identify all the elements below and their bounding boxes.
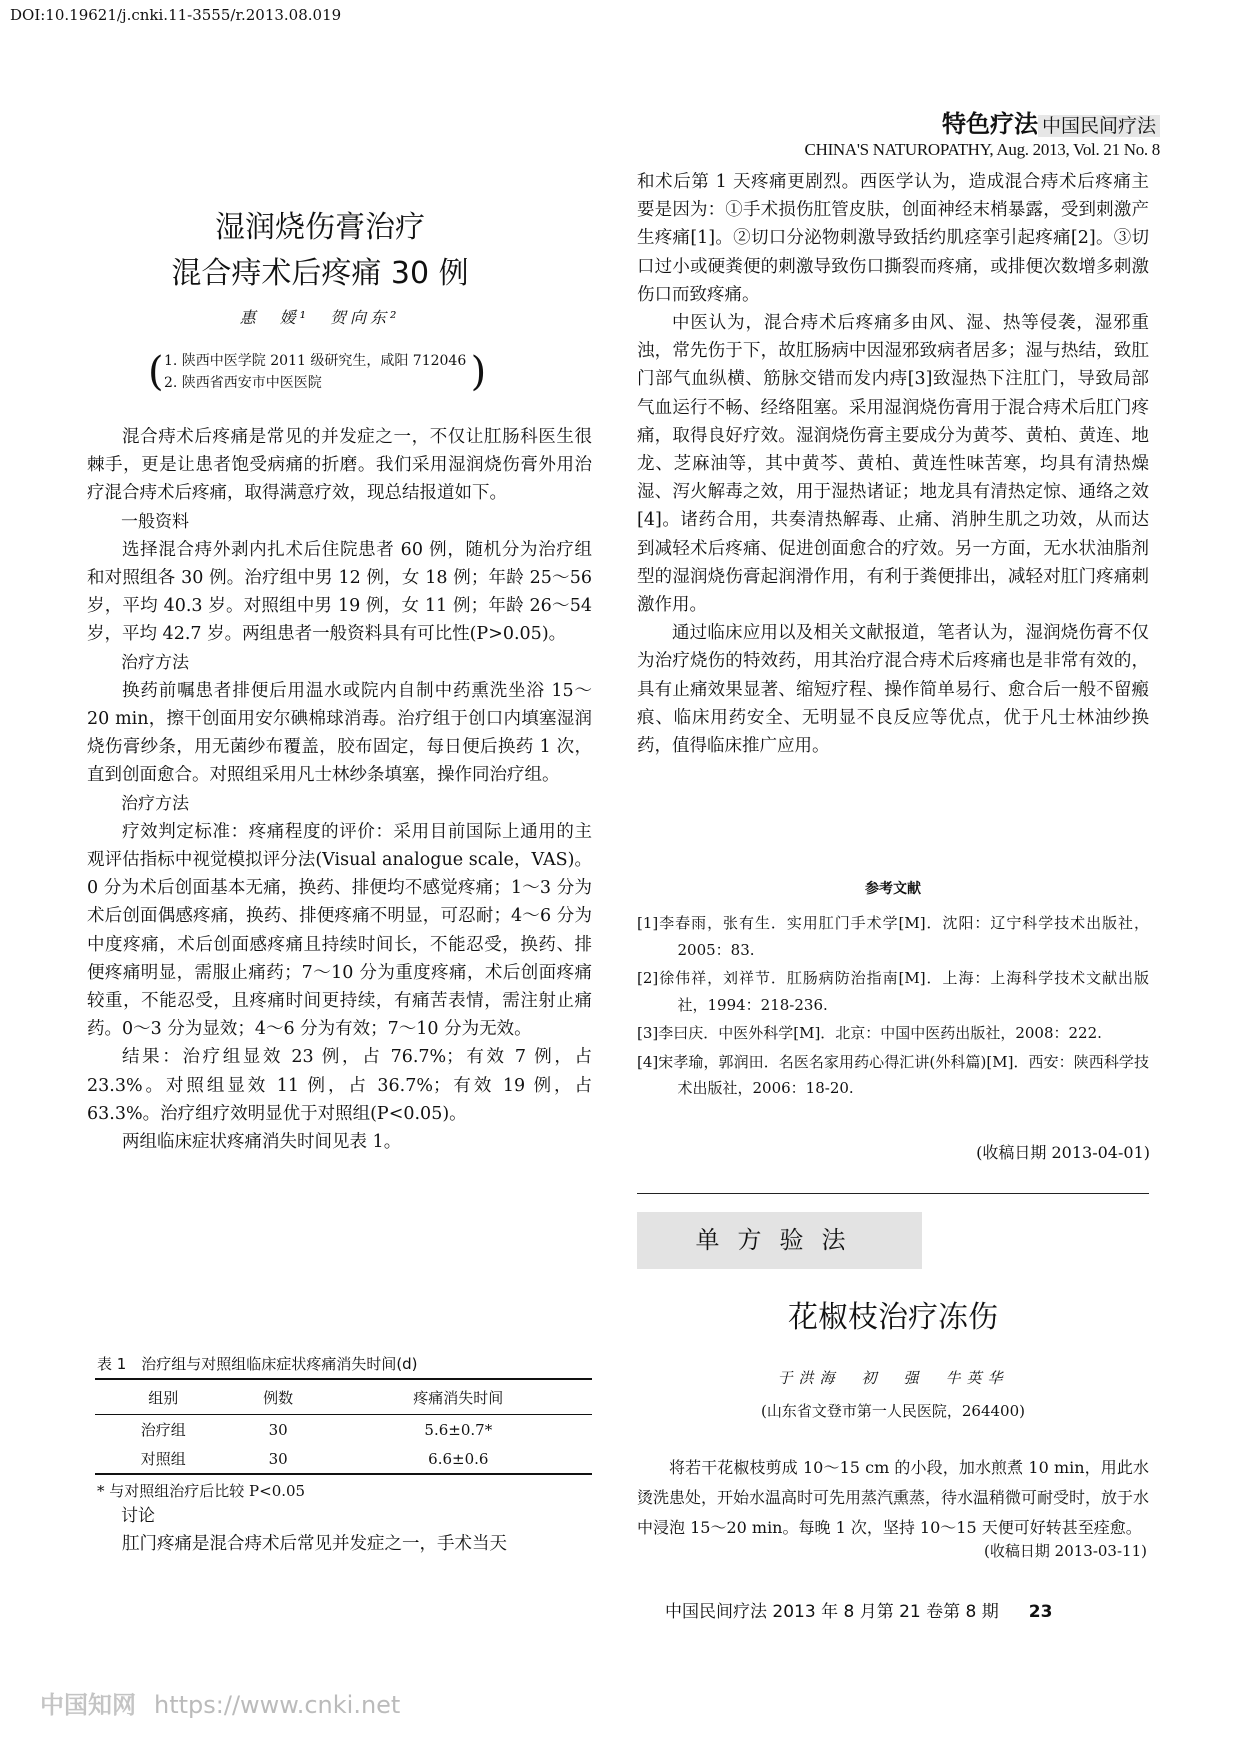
reference-item: [1]李春雨，张有生．实用肛门手术学[M]．沈阳：辽宁科学技术出版社，2005：83. <box>637 914 1149 959</box>
column-header <box>942 104 1160 139</box>
journal-line: CHINA'S NATUROPATHY, Aug. 2013, Vol. 21 No. 8 <box>804 140 1160 159</box>
article2-body <box>637 1453 1149 1543</box>
authors: 惠 媛¹ 贺向东² <box>239 308 401 327</box>
brace-right: ) <box>470 349 487 395</box>
intro-paragraph: 混合痔术后疼痛是常见的并发症之一，不仅让肛肠科医生很棘手，更是让患者饱受病痛的折磨。我们采用湿润烧伤膏外用治疗混合痔术后疼痛，取得满意疗效，现总结报道如下。 <box>87 427 592 504</box>
reference-item: [2]徐伟祥，刘祥节．肛肠病防治指南[M]．上海：上海科学技术文献出版社，1994：218-236. <box>637 969 1149 1014</box>
section-heading: 治疗方法 <box>121 652 189 673</box>
title-line-1: 湿润烧伤膏治疗 <box>215 210 425 245</box>
affiliation-1: 1. 陕西中医学院 2011 级研究生，咸阳 712046 <box>164 353 467 369</box>
table-cell: 30 <box>232 1444 325 1474</box>
table-row <box>95 1415 592 1445</box>
received-date: (收稿日期 2013-04-01) <box>976 1143 1150 1162</box>
body-paragraph: 两组临床症状疼痛消失时间见表 1。 <box>122 1132 402 1153</box>
table-header: 例数 <box>232 1379 325 1415</box>
affiliation-2: 2. 陕西省西安市中医医院 <box>164 375 322 391</box>
results-table <box>95 1378 592 1475</box>
body-paragraph: 选择混合痔外剥内扎术后住院患者 60 例，随机分为治疗组和对照组各 30 例。治疗组中男 12 例，女 18 例；年龄 25～56 岁，平均 40.3 岁。对照组中男 19 例，女 11 例；年龄 26～54 岁，平均 42.7 岁。两组患者一般资料具有可比性(P>0.05)。 <box>87 539 592 645</box>
reference-item: [3]李曰庆．中医外科学[M]．北京：中国中医药出版社，2008：222. <box>637 1024 1102 1042</box>
reference-item: [4]宋孝瑜，郭润田．名医名家用药心得汇讲(外科篇)[M]．西安：陕西科学技术出版社，2006：18-20. <box>637 1052 1149 1097</box>
references-heading: 参考文献 <box>865 881 921 897</box>
watermark <box>40 1685 400 1720</box>
page-number: 23 <box>1028 1602 1053 1622</box>
affiliations <box>148 349 487 395</box>
section-label-box: 单方验法 <box>637 1212 922 1269</box>
watermark-url: https://www.cnki.net <box>154 1691 401 1719</box>
table-cell: 治疗组 <box>140 1421 186 1439</box>
table-caption: 表 1 治疗组与对照组临床症状疼痛消失时间(d) <box>97 1355 418 1373</box>
body-paragraph: 换药前嘱患者排便后用温水或院内自制中药熏洗坐浴 15～20 min，擦干创面用安尔碘棉球消毒。治疗组于创口内填塞湿润烧伤膏纱条，用无菌纱布覆盖，胶布固定，每日便后换药 1 次，直到创面愈合。对照组采用凡士林纱条填塞，操作同治疗组。 <box>87 680 592 786</box>
article-title <box>130 205 510 297</box>
table-header: 疼痛消失时间 <box>325 1379 592 1415</box>
journal-tag: 中国民间疗法 <box>1038 115 1160 137</box>
references-list <box>637 910 1149 1104</box>
article2-authors: 于洪海 初 强 牛英华 <box>777 1369 1009 1387</box>
body-paragraph: 和术后第 1 天疼痛更剧烈。西医学认为，造成混合痔术后疼痛主要是因为：①手术损伤肛管皮肤，创面神经末梢暴露，受到刺激产生疼痛[1]。②切口分泌物刺激导致括约肌痉挛引起疼痛[2]。③切口过小或硬粪便的刺激导致伤口撕裂而疼痛，或排便次数增多刺激伤口而致疼痛。 <box>637 172 1149 305</box>
page-footer <box>665 1597 1052 1622</box>
column-label: 特色疗法 <box>941 110 1038 138</box>
table-header-row <box>95 1379 592 1415</box>
body-paragraph: 疗效判定标准：疼痛程度的评价：采用目前国际上通用的主观评估指标中视觉模拟评分法(Visual analogue scale，VAS)。0 分为术后创面基本无痛，换药、排便均不感觉疼痛；1～3 分为术后创面偶感疼痛，换药、排便疼痛不明显，可忍耐；4～6 分为中度疼痛，术后创面感疼痛且持续时间长，不能忍受，换药、排便疼痛明显，需服止痛药；7～10 分为重度疼痛，术后创面疼痛较重，不能忍受，且疼痛时间更持续，有痛苦表情，需注射止痛药。0～3 分为显效；4～6 分为有效；7～10 分为无效。 <box>87 821 592 1040</box>
discussion-paragraph: 肛门疼痛是混合痔术后常见并发症之一，手术当天 <box>122 1534 507 1555</box>
title-line-2: 混合痔术后疼痛 30 例 <box>171 256 469 291</box>
watermark-logo: 中国知网 <box>40 1691 136 1719</box>
body-paragraph: 中医认为，混合痔术后疼痛多由风、湿、热等侵袭，湿邪重浊，常先伤于下，故肛肠病中因湿邪致病者居多；湿与热结，致肛门部气血纵横、筋脉交错而发内痔[3]致湿热下注肛门，导致局部气血运行不畅、经络阻塞。采用湿润烧伤膏用于混合痔术后肛门疼痛，取得良好疗效。湿润烧伤膏主要成分为黄芩、黄柏、黄连、地龙、芝麻油等，其中黄芩、黄柏、黄连性味苦寒，均具有清热燥湿、泻火解毒之效，用于湿热诸证；地龙具有清热定惊、通络之效[4]。诸药合用，共奏清热解毒、止痛、消肿生肌之功效，从而达到减轻术后疼痛、促进创面愈合的疗效。另一方面，无水状油脂剂型的湿润烧伤膏起润滑作用，有利于粪便排出，减轻对肛门疼痛刺激作用。 <box>637 313 1149 616</box>
table-header: 组别 <box>95 1379 232 1415</box>
doi-line: DOI:10.19621/j.cnki.11-3555/r.2013.08.019 <box>10 6 342 24</box>
article2-title: 花椒枝治疗冻伤 <box>788 1300 998 1335</box>
footer-journal: 中国民间疗法 2013 年 8 月第 21 卷第 8 期 <box>665 1602 999 1622</box>
section-divider <box>637 1193 1149 1194</box>
discussion-start <box>87 1502 592 1558</box>
article2-affiliation: (山东省文登市第一人民医院，264400) <box>761 1402 1025 1420</box>
brace-left: ( <box>148 349 164 395</box>
table-row <box>95 1444 592 1474</box>
table-cell: 5.6±0.7* <box>424 1420 493 1439</box>
section-heading: 治疗方法 <box>121 793 189 814</box>
table-cell: 6.6±0.6 <box>325 1444 592 1474</box>
body-paragraph: 结果：治疗组显效 23 例，占 76.7%；有效 7 例，占 23.3%。对照组显效 11 例，占 36.7%；有效 19 例，占 63.3%。治疗组疗效明显优于对照组(P<0.05)。 <box>87 1047 592 1124</box>
section-heading: 一般资料 <box>121 511 189 532</box>
body-paragraph: 通过临床应用以及相关文献报道，笔者认为，湿润烧伤膏不仅为治疗烧伤的特效药，用其治疗混合痔术后疼痛也是非常有效的，具有止痛效果显著、缩短疗程、操作简单易行、愈合后一般不留瘢痕、临床用药安全、无明显不良反应等优点，优于凡士林油纱换药，值得临床推广应用。 <box>637 623 1149 757</box>
left-column <box>87 423 592 1156</box>
table-cell: 30 <box>268 1420 288 1439</box>
right-column <box>637 168 1149 760</box>
article2-received-date: (收稿日期 2013-03-11) <box>984 1542 1147 1560</box>
table-cell: 对照组 <box>95 1444 232 1474</box>
body-paragraph: 将若干花椒枝剪成 10～15 cm 的小段，加水煎煮 10 min，用此水烫洗患处，开始水温高时可先用蒸汽熏蒸，待水温稍微可耐受时，放于水中浸泡 15～20 min。每晚 1 次，坚持 10～15 天便可好转甚至痊愈。 <box>637 1458 1150 1537</box>
table-note: * 与对照组治疗后比较 P<0.05 <box>97 1482 306 1500</box>
discussion-heading: 讨论 <box>121 1506 155 1526</box>
